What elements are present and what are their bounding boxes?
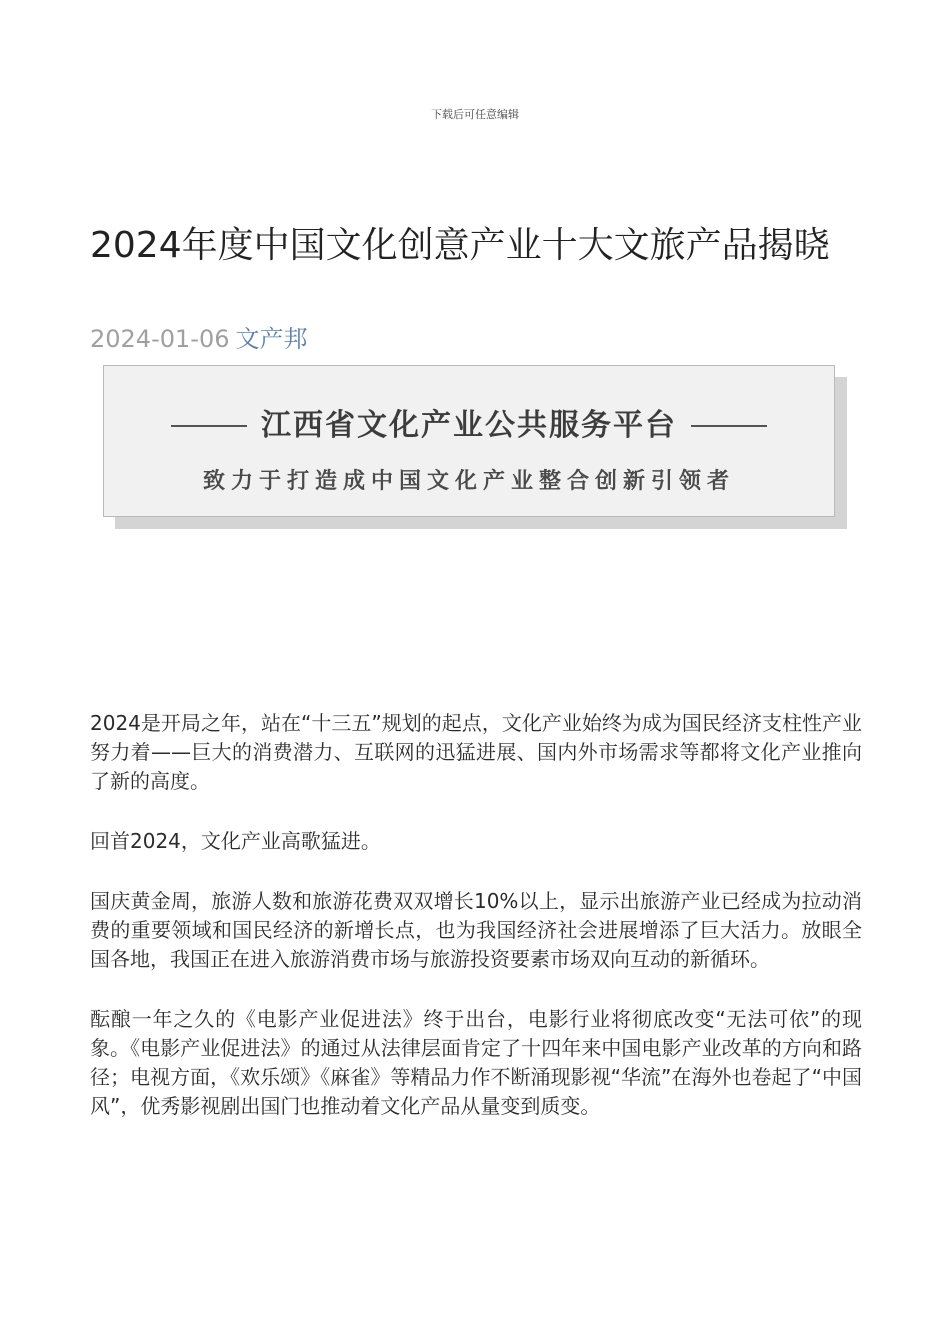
article-body [90, 709, 862, 1152]
paragraph: 酝酿一年之久的《电影产业促进法》终于出台，电影行业将彻底改变“无法可依”的现象。《电影产业促进法》的通过从法律层面肯定了十四年来中国电影产业改革的方向和路径；电视方面，《欢乐颂》《麻雀》等精品力作不断涌现影视“华流”在海外也卷起了“中国风”，优秀影视剧出国门也推动着文化产品从量变到质变。 [90, 1007, 862, 1118]
banner-image [103, 365, 835, 517]
banner-subtitle: 致力于打造成中国文化产业整合创新引领者 [202, 469, 735, 494]
banner-dash-left [171, 425, 247, 427]
publish-date: 2024-01-06 [90, 325, 230, 353]
banner-title-row [104, 406, 834, 446]
source-link[interactable]: 文产邦 [235, 325, 308, 353]
paragraph: 国庆黄金周，旅游人数和旅游花费双双增长10%以上，显示出旅游产业已经成为拉动消费的重要领域和国民经济的新增长点，也为我国经济社会进展增添了巨大活力。放眼全国各地，我国正在进入旅游消费市场与旅游投资要素市场双向互动的新循环。 [90, 889, 862, 971]
header-note: 下载后可任意编辑 [431, 108, 519, 121]
paragraph: 2024是开局之年，站在“十三五”规划的起点，文化产业始终为成为国民经济支柱性产业努力着——巨大的消费潜力、互联网的迅猛进展、国内外市场需求等都将文化产业推向了新的高度。 [90, 711, 862, 793]
banner-title: 江西省文化产业公共服务平台 [261, 408, 677, 443]
banner-dash-right [691, 425, 767, 427]
banner-panel [103, 365, 835, 517]
article-title: 2024年度中国文化创意产业十大文旅产品揭晓 [90, 225, 830, 266]
paragraph: 回首2024，文化产业高歌猛进。 [90, 829, 381, 853]
article-meta [90, 323, 307, 355]
